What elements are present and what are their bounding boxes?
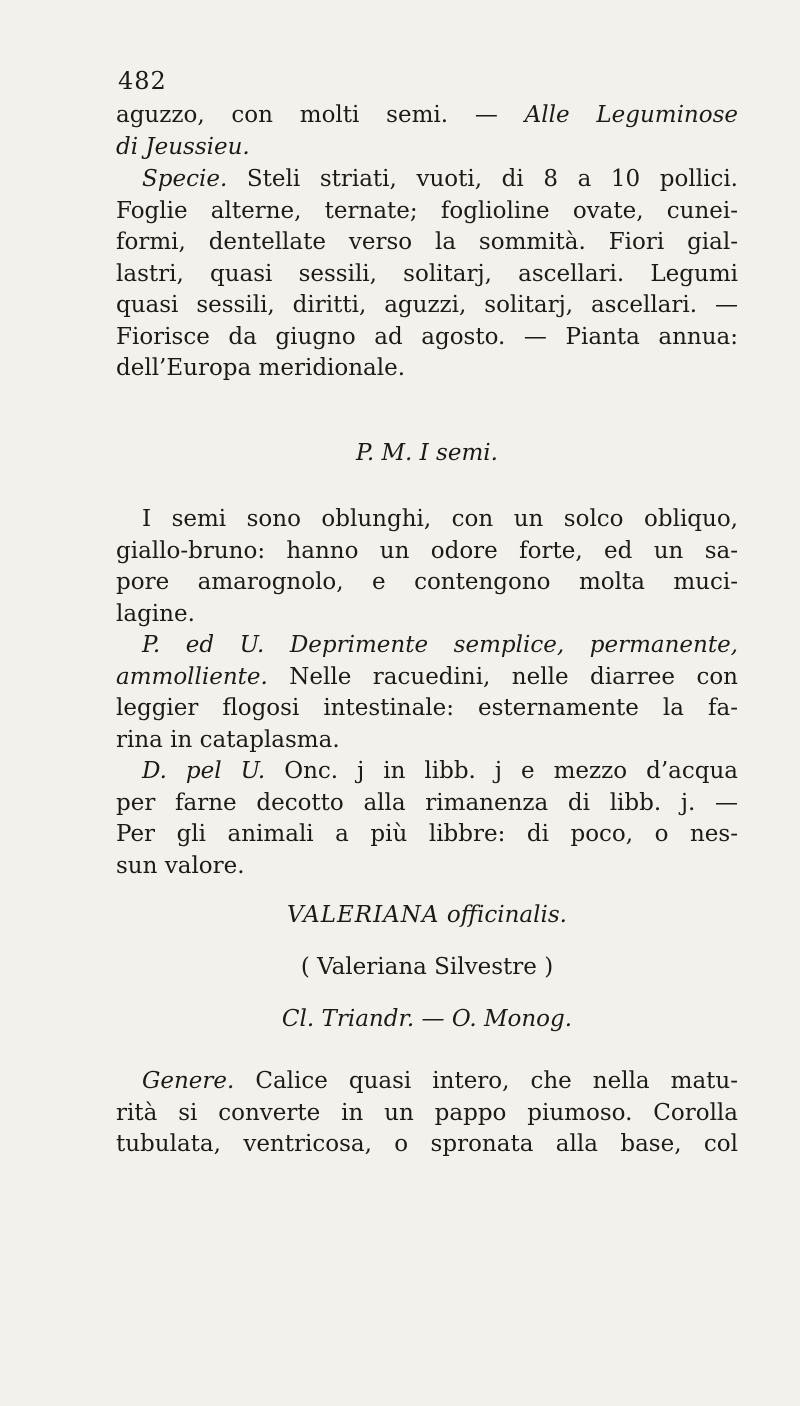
text-line: lagine. xyxy=(116,600,195,627)
species-heading: VALERIANA officinalis. xyxy=(287,902,567,928)
paragraph-leguminose xyxy=(116,100,738,163)
text-line: per farne decotto alla rimanenza di libb. j. — xyxy=(116,789,738,816)
classification: Cl. Triandr. — O. Monog. xyxy=(281,1006,573,1032)
text-line: Foglie alterne, ternate; foglioline ovate, cunei- xyxy=(116,197,738,224)
text-line: lastri, quasi sessili, solitarj, ascellari. Legumi xyxy=(116,260,738,287)
text-line: rità si converte in un pappo piumoso. Corolla xyxy=(116,1099,738,1126)
text-line: aguzzo, con molti semi. — Alle Leguminose xyxy=(116,102,739,128)
text-line: Fiorisce da giugno ad agosto. — Pianta annua: xyxy=(116,323,738,350)
text-line: giallo-bruno: hanno un odore forte, ed un sa- xyxy=(116,537,738,564)
paragraph-uso xyxy=(116,630,738,756)
text-line: formi, dentellate verso la sommità. Fiori gial- xyxy=(116,229,738,255)
text-line: I semi sono oblunghi, con un solco obliquo, xyxy=(142,506,738,532)
text-line: rina in cataplasma. xyxy=(116,726,340,753)
text-line: ammolliente. Nelle racuedini, nelle diarree con xyxy=(116,663,738,690)
text-line: Per gli animali a più libbre: di poco, o nes- xyxy=(116,821,738,847)
text-line: sun valore. xyxy=(116,852,245,879)
paragraph-specie xyxy=(116,164,738,385)
paragraph-dose xyxy=(116,756,738,882)
paragraph-genere xyxy=(116,1066,738,1161)
text-line: di Jeussieu. xyxy=(116,133,250,160)
paragraph-semi xyxy=(116,504,738,630)
text-line: P. ed U. Deprimente semplice, permanente, xyxy=(142,632,738,658)
text-line: Specie. Steli striati, vuoti, di 8 a 10 pollici. xyxy=(142,166,738,192)
text-line: D. pel U. Onc. j in libb. j e mezzo d’acqua xyxy=(142,758,738,784)
section-heading: P. M. I semi. xyxy=(356,440,498,466)
text-line: leggier flogosi intestinale: esternamente la fa- xyxy=(116,695,738,721)
text-line: pore amarognolo, e contengono molta muci- xyxy=(116,569,738,595)
text-line: Genere. Calice quasi intero, che nella matu- xyxy=(142,1068,738,1094)
text-line: dell’Europa meridionale. xyxy=(116,355,406,381)
text-line: quasi sessili, diritti, aguzzi, solitarj, ascellari. — xyxy=(116,292,738,318)
text-line: tubulata, ventricosa, o spronata alla base, col xyxy=(116,1131,738,1157)
page-number: 482 xyxy=(118,67,167,95)
common-name: ( Valeriana Silvestre ) xyxy=(300,954,554,980)
